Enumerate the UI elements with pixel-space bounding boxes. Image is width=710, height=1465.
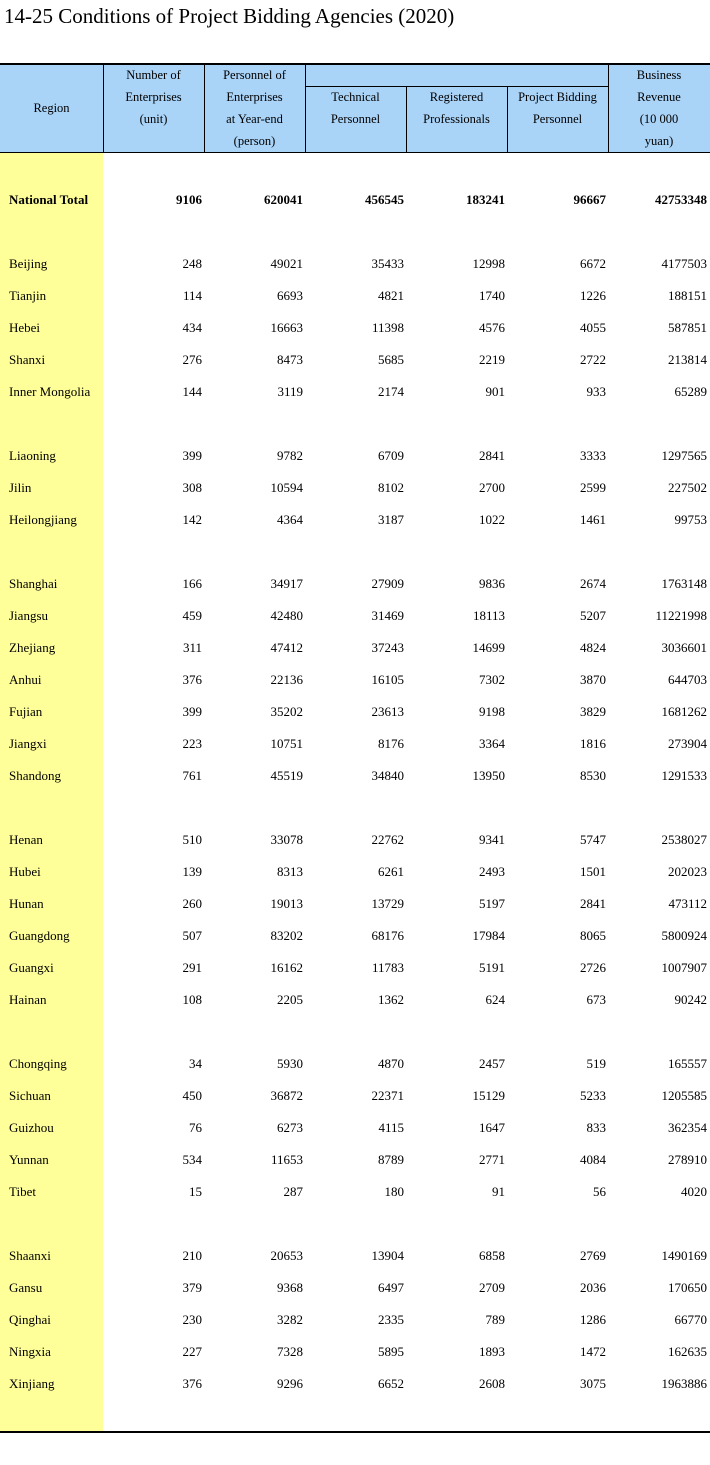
region-name: Shandong	[9, 768, 61, 783]
bidding-value: 3333	[580, 448, 606, 463]
region-name: Gansu	[9, 1280, 43, 1295]
personnel-value: 45519	[270, 768, 303, 783]
region-name: Heilongjiang	[9, 512, 77, 527]
revenue-value: 5800924	[661, 928, 707, 943]
personnel-value: 10594	[270, 480, 303, 495]
technical-value: 13904	[371, 1248, 404, 1263]
technical-value: 11398	[371, 320, 404, 335]
bidding-value: 4824	[580, 640, 606, 655]
enterprises-value: 260	[182, 896, 202, 911]
national-total-row	[0, 188, 710, 212]
table-row	[0, 636, 710, 660]
bidding-value: 5233	[580, 1088, 606, 1103]
personnel-value: 2205	[277, 992, 303, 1007]
enterprises-value: 507	[182, 928, 202, 943]
registered-value: 183241	[466, 192, 505, 207]
registered-value: 2709	[479, 1280, 505, 1295]
region-name: Qinghai	[9, 1312, 51, 1327]
bidding-value: 8530	[580, 768, 606, 783]
enterprises-value: 76	[189, 1120, 202, 1135]
revenue-value: 1763148	[661, 576, 707, 591]
region-name: Shanxi	[9, 352, 46, 367]
table-row	[0, 508, 710, 532]
registered-value: 1740	[479, 288, 505, 303]
personnel-value: 3282	[277, 1312, 303, 1327]
enterprises-value: 459	[182, 608, 202, 623]
personnel-value: 83202	[270, 928, 303, 943]
registered-value: 2493	[479, 864, 505, 879]
technical-value: 8789	[378, 1152, 404, 1167]
registered-value: 3364	[479, 736, 505, 751]
table-row	[0, 1276, 710, 1300]
table-row	[0, 700, 710, 724]
header-bottom-rule	[0, 152, 710, 153]
technical-value: 8176	[378, 736, 404, 751]
table-row	[0, 316, 710, 340]
region-name: Hubei	[9, 864, 41, 879]
technical-value: 31469	[371, 608, 404, 623]
table-row	[0, 380, 710, 404]
region-name: Hainan	[9, 992, 47, 1007]
personnel-value: 10751	[270, 736, 303, 751]
enterprises-value: 291	[182, 960, 202, 975]
region-name: Guangdong	[9, 928, 70, 943]
enterprises-value: 534	[182, 1152, 202, 1167]
technical-value: 8102	[378, 480, 404, 495]
bidding-value: 2674	[580, 576, 606, 591]
table-row	[0, 892, 710, 916]
technical-value: 5685	[378, 352, 404, 367]
table-row	[0, 1084, 710, 1108]
revenue-value: 1007907	[661, 960, 707, 975]
bidding-value: 1472	[580, 1344, 606, 1359]
enterprises-value: 230	[182, 1312, 202, 1327]
enterprises-value: 114	[182, 288, 202, 303]
revenue-value: 165557	[668, 1056, 707, 1071]
technical-value: 6652	[378, 1376, 404, 1391]
technical-value: 13729	[371, 896, 404, 911]
table-row	[0, 956, 710, 980]
enterprises-value: 166	[182, 576, 202, 591]
bidding-value: 96667	[573, 192, 606, 207]
bidding-value: 933	[586, 384, 606, 399]
registered-value: 6858	[479, 1248, 505, 1263]
registered-value: 4576	[479, 320, 505, 335]
personnel-value: 8313	[277, 864, 303, 879]
region-column-background	[0, 152, 103, 1431]
personnel-value: 7328	[277, 1344, 303, 1359]
registered-value: 9341	[479, 832, 505, 847]
bidding-value: 2599	[580, 480, 606, 495]
bidding-value: 1501	[580, 864, 606, 879]
technical-value: 37243	[371, 640, 404, 655]
registered-value: 2771	[479, 1152, 505, 1167]
header-enterprises: Number of Enterprises (unit)	[125, 68, 182, 126]
bidding-value: 1286	[580, 1312, 606, 1327]
bidding-value: 4084	[580, 1152, 606, 1167]
revenue-value: 202023	[668, 864, 707, 879]
region-name: Inner Mongolia	[9, 384, 91, 399]
region-name: Hebei	[9, 320, 41, 335]
personnel-value: 16663	[270, 320, 303, 335]
header-region: Region	[33, 101, 70, 115]
table-row	[0, 348, 710, 372]
technical-value: 35433	[371, 256, 404, 271]
registered-value: 5191	[479, 960, 505, 975]
registered-value: 5197	[479, 896, 505, 911]
region-name: Sichuan	[9, 1088, 51, 1103]
enterprises-value: 223	[182, 736, 202, 751]
technical-value: 4821	[378, 288, 404, 303]
enterprises-value: 144	[182, 384, 202, 399]
revenue-value: 188151	[668, 288, 707, 303]
enterprises-value: 434	[182, 320, 202, 335]
region-name: Guangxi	[9, 960, 54, 975]
bidding-value: 3829	[580, 704, 606, 719]
enterprises-value: 15	[189, 1184, 202, 1199]
table-row	[0, 604, 710, 628]
revenue-value: 2538027	[661, 832, 707, 847]
revenue-value: 66770	[674, 1312, 707, 1327]
revenue-value: 3036601	[661, 640, 707, 655]
registered-value: 1893	[479, 1344, 505, 1359]
region-name: Guizhou	[9, 1120, 54, 1135]
table-row	[0, 860, 710, 884]
table-row	[0, 828, 710, 852]
header-personnel: Personnel of Enterprises at Year-end (person)	[223, 68, 286, 148]
registered-value: 13950	[472, 768, 505, 783]
technical-value: 6497	[378, 1280, 404, 1295]
revenue-value: 587851	[668, 320, 707, 335]
table-row	[0, 668, 710, 692]
region-name: Xinjiang	[9, 1376, 55, 1391]
table-row	[0, 1340, 710, 1364]
technical-value: 4870	[378, 1056, 404, 1071]
bidding-value: 2841	[580, 896, 606, 911]
registered-value: 12998	[472, 256, 505, 271]
bidding-value: 4055	[580, 320, 606, 335]
bidding-value: 2722	[580, 352, 606, 367]
registered-value: 15129	[472, 1088, 505, 1103]
registered-value: 91	[492, 1184, 505, 1199]
technical-value: 34840	[371, 768, 404, 783]
region-name: Hunan	[9, 896, 44, 911]
registered-value: 9836	[479, 576, 505, 591]
technical-value: 4115	[378, 1120, 404, 1135]
bidding-value: 56	[593, 1184, 606, 1199]
region-name: Zhejiang	[9, 640, 56, 655]
table-row	[0, 284, 710, 308]
bidding-value: 6672	[580, 256, 606, 271]
technical-value: 180	[384, 1184, 404, 1199]
enterprises-value: 227	[182, 1344, 202, 1359]
enterprises-value: 276	[182, 352, 202, 367]
revenue-value: 227502	[668, 480, 707, 495]
revenue-value: 4020	[681, 1184, 707, 1199]
personnel-value: 36872	[270, 1088, 303, 1103]
technical-value: 11783	[371, 960, 404, 975]
registered-value: 14699	[472, 640, 505, 655]
personnel-value: 4364	[277, 512, 303, 527]
revenue-value: 1963886	[661, 1376, 707, 1391]
enterprises-value: 210	[182, 1248, 202, 1263]
region-name: Ningxia	[9, 1344, 51, 1359]
revenue-value: 42753348	[655, 192, 707, 207]
header-revenue: Business Revenue (10 000 yuan)	[636, 68, 682, 148]
bidding-value: 1226	[580, 288, 606, 303]
revenue-value: 4177503	[661, 256, 707, 271]
personnel-value: 20653	[270, 1248, 303, 1263]
personnel-value: 9782	[277, 448, 303, 463]
bidding-value: 1816	[580, 736, 606, 751]
region-name: Yunnan	[9, 1152, 49, 1167]
region-name: Anhui	[9, 672, 42, 687]
bidding-value: 2036	[580, 1280, 606, 1295]
region-name: Chongqing	[9, 1056, 67, 1071]
personnel-value: 9296	[277, 1376, 303, 1391]
bidding-value: 2769	[580, 1248, 606, 1263]
enterprises-value: 376	[182, 672, 202, 687]
enterprises-value: 379	[182, 1280, 202, 1295]
registered-value: 2608	[479, 1376, 505, 1391]
personnel-value: 22136	[270, 672, 303, 687]
technical-value: 22762	[371, 832, 404, 847]
personnel-value: 620041	[264, 192, 303, 207]
registered-value: 2219	[479, 352, 505, 367]
registered-value: 2700	[479, 480, 505, 495]
enterprises-value: 248	[182, 256, 202, 271]
technical-value: 27909	[371, 576, 404, 591]
personnel-value: 34917	[270, 576, 303, 591]
revenue-value: 1681262	[661, 704, 707, 719]
personnel-value: 35202	[270, 704, 303, 719]
registered-value: 7302	[479, 672, 505, 687]
technical-value: 1362	[378, 992, 404, 1007]
enterprises-value: 139	[182, 864, 202, 879]
header-technical: Technical Personnel	[330, 90, 381, 126]
revenue-value: 1297565	[661, 448, 707, 463]
table-row	[0, 1052, 710, 1076]
region-name: Henan	[9, 832, 43, 847]
technical-value: 456545	[365, 192, 404, 207]
table-row	[0, 764, 710, 788]
region-name: Liaoning	[9, 448, 56, 463]
enterprises-value: 311	[182, 640, 202, 655]
table-bottom-rule	[0, 1431, 710, 1433]
region-name: Jiangxi	[9, 736, 47, 751]
bidding-value: 833	[586, 1120, 606, 1135]
bidding-value: 5747	[580, 832, 606, 847]
region-name: Jiangsu	[9, 608, 48, 623]
registered-value: 2457	[479, 1056, 505, 1071]
technical-value: 6709	[378, 448, 404, 463]
personnel-value: 6273	[277, 1120, 303, 1135]
bidding-value: 5207	[580, 608, 606, 623]
enterprises-value: 450	[182, 1088, 202, 1103]
registered-value: 901	[485, 384, 505, 399]
technical-value: 16105	[371, 672, 404, 687]
personnel-value: 6693	[277, 288, 303, 303]
region-name: National Total	[9, 192, 89, 207]
registered-value: 2841	[479, 448, 505, 463]
region-name: Tianjin	[9, 288, 47, 303]
personnel-value: 49021	[270, 256, 303, 271]
technical-value: 2174	[378, 384, 404, 399]
enterprises-value: 34	[189, 1056, 202, 1071]
region-name: Beijing	[9, 256, 48, 271]
table-row	[0, 1116, 710, 1140]
revenue-value: 65289	[674, 384, 707, 399]
technical-value: 6261	[378, 864, 404, 879]
table-row	[0, 444, 710, 468]
bidding-value: 2726	[580, 960, 606, 975]
registered-value: 1022	[479, 512, 505, 527]
technical-value: 5895	[378, 1344, 404, 1359]
table-row	[0, 1308, 710, 1332]
bidding-value: 3870	[580, 672, 606, 687]
bidding-value: 8065	[580, 928, 606, 943]
registered-value: 789	[485, 1312, 505, 1327]
registered-value: 624	[485, 992, 505, 1007]
personnel-value: 8473	[277, 352, 303, 367]
revenue-value: 273904	[668, 736, 707, 751]
personnel-value: 16162	[270, 960, 303, 975]
table-row	[0, 924, 710, 948]
enterprises-value: 510	[182, 832, 202, 847]
personnel-value: 11653	[270, 1152, 303, 1167]
registered-value: 18113	[472, 608, 505, 623]
bidding-value: 1461	[580, 512, 606, 527]
region-name: Shanghai	[9, 576, 58, 591]
personnel-value: 42480	[270, 608, 303, 623]
technical-value: 23613	[371, 704, 404, 719]
technical-value: 2335	[378, 1312, 404, 1327]
table-row	[0, 252, 710, 276]
technical-value: 68176	[371, 928, 404, 943]
table-row	[0, 476, 710, 500]
enterprises-value: 308	[182, 480, 202, 495]
personnel-value: 3119	[277, 384, 303, 399]
bidding-value: 3075	[580, 1376, 606, 1391]
revenue-value: 213814	[668, 352, 707, 367]
enterprises-value: 142	[182, 512, 202, 527]
header-bidding: Project Bidding Personnel	[518, 90, 597, 126]
registered-value: 9198	[479, 704, 505, 719]
table-row	[0, 572, 710, 596]
registered-value: 1647	[479, 1120, 505, 1135]
revenue-value: 1205585	[661, 1088, 707, 1103]
revenue-value: 90242	[674, 992, 707, 1007]
bidding-value: 519	[586, 1056, 606, 1071]
revenue-value: 278910	[668, 1152, 707, 1167]
enterprises-value: 399	[182, 448, 202, 463]
region-name: Jilin	[9, 480, 32, 495]
enterprises-value: 9106	[176, 192, 202, 207]
personnel-value: 287	[283, 1184, 303, 1199]
revenue-value: 99753	[674, 512, 707, 527]
table-row	[0, 1180, 710, 1204]
table-row	[0, 1148, 710, 1172]
enterprises-value: 376	[182, 1376, 202, 1391]
revenue-value: 362354	[668, 1120, 707, 1135]
personnel-value: 47412	[270, 640, 303, 655]
region-name: Fujian	[9, 704, 43, 719]
bidding-value: 673	[586, 992, 606, 1007]
table-row	[0, 1372, 710, 1396]
revenue-value: 1490169	[661, 1248, 707, 1263]
region-name: Tibet	[9, 1184, 36, 1199]
revenue-value: 473112	[668, 896, 707, 911]
header-registered: Registered Professionals	[423, 90, 490, 126]
revenue-value: 170650	[668, 1280, 707, 1295]
personnel-value: 5930	[277, 1056, 303, 1071]
revenue-value: 11221998	[655, 608, 707, 623]
enterprises-value: 399	[182, 704, 202, 719]
revenue-value: 644703	[668, 672, 707, 687]
technical-value: 3187	[378, 512, 404, 527]
table-row	[0, 1244, 710, 1268]
revenue-value: 162635	[668, 1344, 707, 1359]
personnel-value: 19013	[270, 896, 303, 911]
enterprises-value: 108	[182, 992, 202, 1007]
table-row	[0, 988, 710, 1012]
revenue-value: 1291533	[661, 768, 707, 783]
personnel-value: 33078	[270, 832, 303, 847]
region-name: Shaanxi	[9, 1248, 51, 1263]
page-title: 14-25 Conditions of Project Bidding Agencies (2020)	[4, 4, 455, 28]
table-row	[0, 732, 710, 756]
enterprises-value: 761	[182, 768, 202, 783]
registered-value: 17984	[472, 928, 505, 943]
personnel-value: 9368	[277, 1280, 303, 1295]
technical-value: 22371	[371, 1088, 404, 1103]
